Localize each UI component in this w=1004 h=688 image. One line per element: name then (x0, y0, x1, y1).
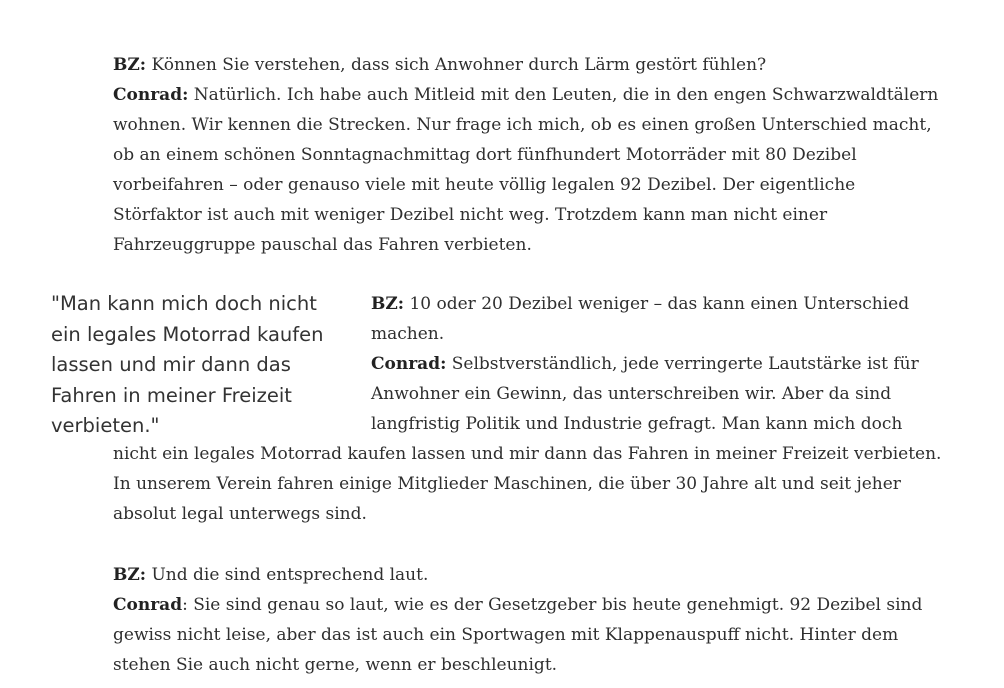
answer-text: Selbstverständlich, jede verringerte Lautstärke ist für Anwohner ein Gewinn, das unterschreiben wir. Aber da sind langfristig Politik und Industrie gefragt. Man kann mich doch nicht ein legales Motorrad kaufen lassen und mir dann das Fahren in meiner Freizeit verbieten. In unserem Verein fahren einige Mitglieder Maschinen, die über 30 Jahre alt und seit jeher absolut legal unterwegs sind. (113, 354, 942, 524)
speaker-label: Conrad (113, 595, 183, 615)
interview-paragraph (113, 50, 943, 260)
pull-quote: "Man kann mich doch nicht ein legales Motorrad kaufen lassen und mir dann das Fahren in meiner Freizeit verbieten." (51, 292, 324, 437)
answer-text: : Sie sind genau so laut, wie es der Gesetzgeber bis heute genehmigt. 92 Dezibel sind gewiss nicht leise, aber das ist auch ein Sportwagen mit Klappenauspuff nicht. Hinter dem stehen Sie auch nicht gerne, wenn er beschleunigt. (113, 595, 923, 675)
speaker-label: BZ: (371, 294, 405, 314)
speaker-label: BZ: (113, 55, 147, 75)
speaker-label: Conrad: (371, 354, 447, 374)
question-text: 10 oder 20 Dezibel weniger – das kann einen Unterschied machen. (371, 294, 910, 344)
interview-paragraph (113, 560, 943, 680)
answer-text: Natürlich. Ich habe auch Mitleid mit den Leuten, die in den engen Schwarzwaldtälern wohnen. Wir kennen die Strecken. Nur frage ich mich, ob es einen großen Unterschied macht, ob an einem schönen Sonntagnachmittag dort fünfhundert Motorräder mit 80 Dezibel vorbeifahren – oder genauso viele mit heute völlig legalen 92 Dezibel. Der eigentliche Störfaktor ist auch mit weniger Dezibel nicht weg. Trotzdem kann man nicht einer Fahrzeuggruppe pauschal das Fahren verbieten. (113, 85, 939, 255)
question-text: Können Sie verstehen, dass sich Anwohner durch Lärm gestört fühlen? (146, 55, 767, 75)
question-text: Und die sind entsprechend laut. (146, 565, 429, 585)
speaker-label: Conrad: (113, 85, 189, 105)
speaker-label: BZ: (113, 565, 147, 585)
interview-paragraph (51, 289, 943, 529)
